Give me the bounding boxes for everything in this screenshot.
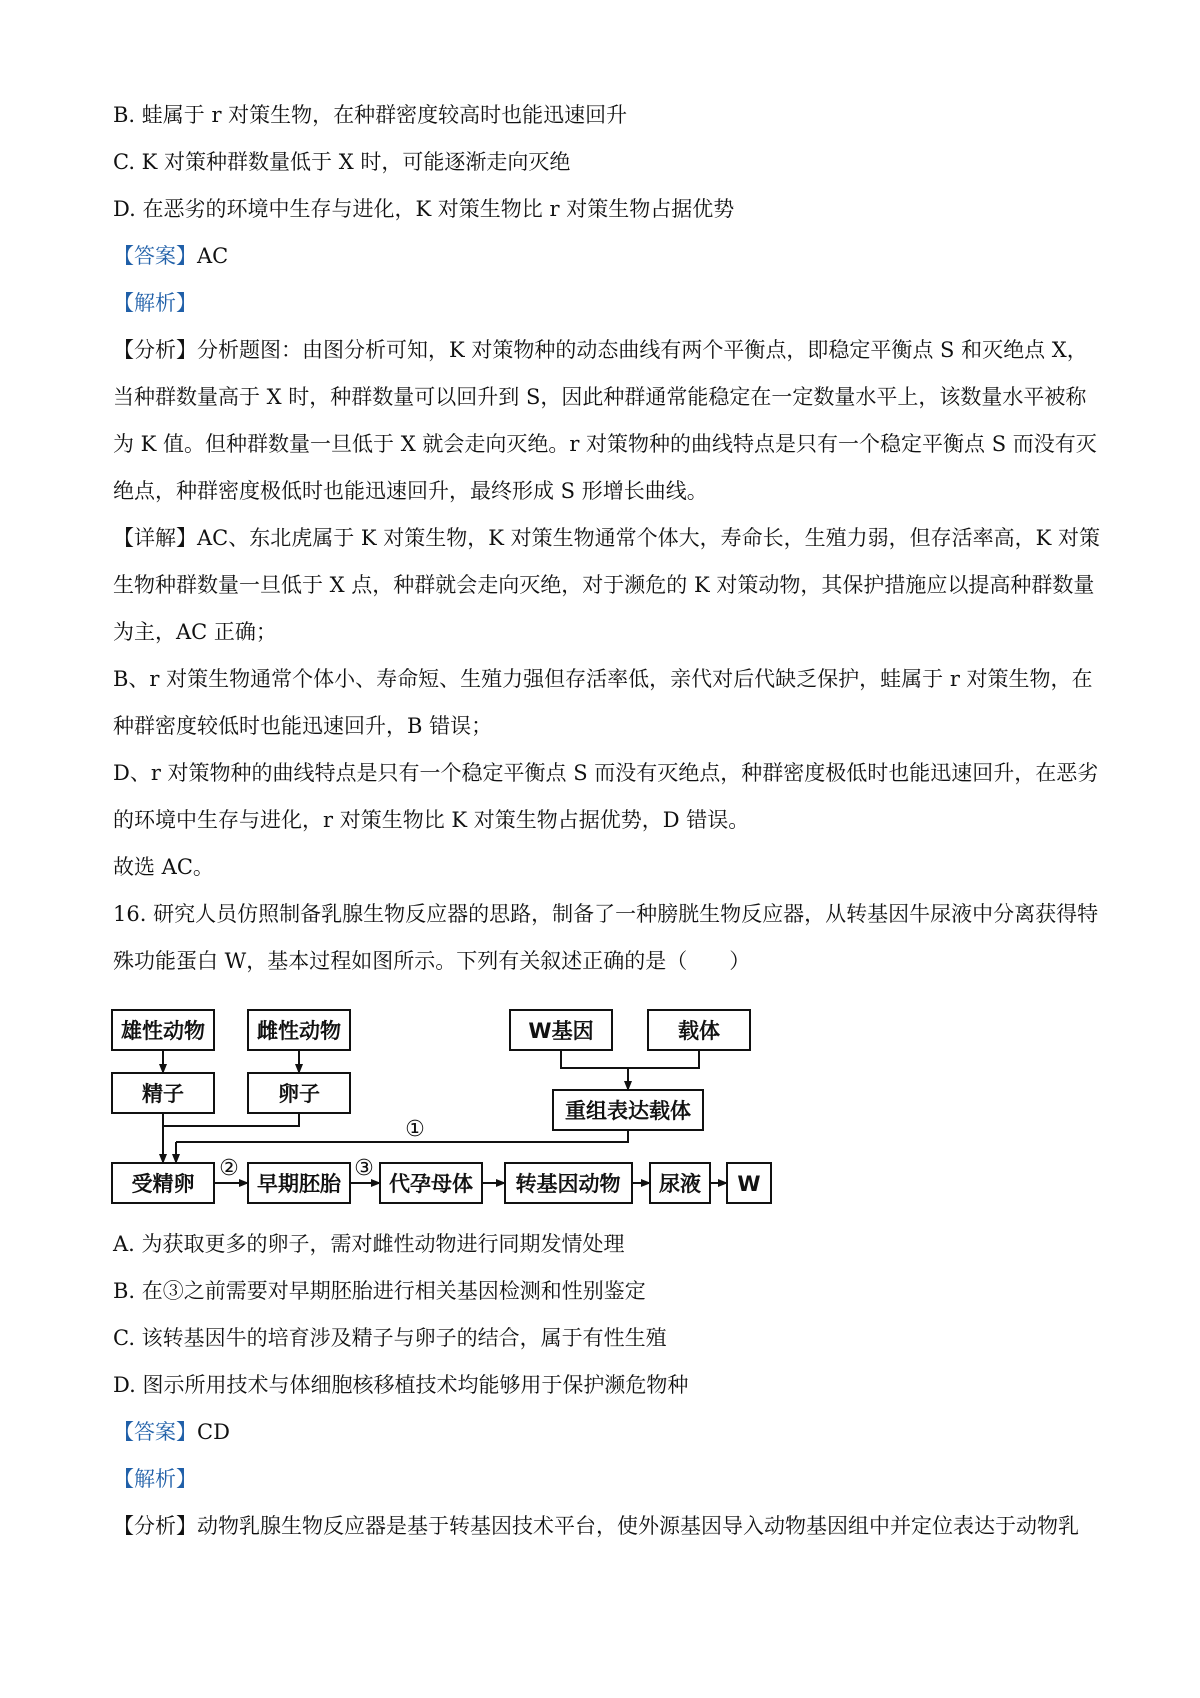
recombinant-vector-label: 重组表达载体	[565, 1099, 691, 1123]
step-2-label: ②	[219, 1156, 239, 1181]
q16-option-b: B. 在③之前需要对早期胚胎进行相关基因检测和性别鉴定	[113, 1279, 646, 1303]
option-c-prev: C. K 对策种群数量低于 X 时，可能逐渐走向灭绝	[113, 150, 571, 174]
q16-answer-line	[113, 1417, 230, 1447]
connector-vector-to-egg	[176, 1130, 628, 1142]
q16-stem-line-1: 16. 研究人员仿照制备乳腺生物反应器的思路，制备了一种膀胱生物反应器，从转基因牛尿液中分离获得特	[113, 902, 1099, 926]
early-embryo-label: 早期胚胎	[257, 1172, 341, 1196]
urine-label: 尿液	[659, 1172, 701, 1196]
detail-line-4: B、r 对策生物通常个体小、寿命短、生殖力强但存活率低，亲代对后代缺乏保护，蛙属于 r 对策生物，在	[113, 667, 1093, 691]
answer-label: 【答案】	[113, 244, 197, 268]
option-b-prev: B. 蛙属于 r 对策生物，在种群密度较高时也能迅速回升	[113, 103, 628, 127]
egg-label: 卵子	[278, 1082, 320, 1106]
connector-egg-down	[163, 1113, 299, 1126]
analysis-text-1: 分析题图：由图分析可知，K 对策物种的动态曲线有两个平衡点，即稳定平衡点 S 和灭绝点 X，	[197, 338, 1088, 362]
q16-option-c: C. 该转基因牛的培育涉及精子与卵子的结合，属于有性生殖	[113, 1326, 667, 1350]
q16-analysis-line	[113, 1511, 1079, 1541]
detail-line-7: 的环境中生存与进化，r 对策生物比 K 对策生物占据优势，D 错误。	[113, 808, 750, 832]
q16-option-a: A. 为获取更多的卵子，需对雌性动物进行同期发情处理	[113, 1232, 625, 1256]
male-animal-label: 雄性动物	[121, 1019, 205, 1043]
connector-w-gene	[561, 1050, 628, 1068]
connector-vector	[628, 1050, 699, 1068]
sperm-label: 精子	[142, 1082, 184, 1106]
analysis-line-4: 绝点，种群密度极低时也能迅速回升，最终形成 S 形增长曲线。	[113, 479, 708, 503]
fertilized-egg-label: 受精卵	[131, 1172, 195, 1196]
detail-line-2: 生物种群数量一旦低于 X 点，种群就会走向灭绝，对于濒危的 K 对策动物，其保护措施应以提高种群数量	[113, 573, 1095, 597]
q16-option-d: D. 图示所用技术与体细胞核移植技术均能够用于保护濒危物种	[113, 1373, 689, 1397]
detail-line-8: 故选 AC。	[113, 855, 214, 879]
answer-value: AC	[197, 244, 229, 268]
detail-line-3: 为主，AC 正确；	[113, 620, 277, 644]
analysis-label-prev: 【解析】	[113, 291, 197, 315]
q16-stem-line-2: 殊功能蛋白 W，基本过程如图所示。下列有关叙述正确的是（ ）	[113, 949, 751, 973]
q16-analysis-text: 动物乳腺生物反应器是基于转基因技术平台，使外源基因导入动物基因组中并定位表达于动物乳	[197, 1514, 1079, 1538]
detail-line-5: 种群密度较低时也能迅速回升，B 错误；	[113, 714, 493, 738]
w-product-label: W	[737, 1172, 761, 1196]
detail-line-6: D、r 对策物种的曲线特点是只有一个稳定平衡点 S 而没有灭绝点，种群密度极低时也能迅速回升，在恶劣	[113, 761, 1099, 785]
step-1-label: ①	[405, 1117, 425, 1142]
detail-tag: 【详解】	[113, 526, 197, 550]
analysis-line-3: 为 K 值。但种群数量一旦低于 X 就会走向灭绝。r 对策物种的曲线特点是只有一个稳定平衡点 S 而没有灭	[113, 432, 1097, 456]
q16-analysis-tag: 【分析】	[113, 1514, 197, 1538]
vector-label: 载体	[678, 1019, 720, 1043]
transgenic-animal-label: 转基因动物	[515, 1172, 621, 1196]
q16-analysis-label: 【解析】	[113, 1467, 197, 1491]
female-animal-label: 雌性动物	[257, 1019, 341, 1043]
detail-text-1: AC、东北虎属于 K 对策生物，K 对策生物通常个体大，寿命长，生殖力弱，但存活率高，K 对策	[197, 526, 1100, 550]
q16-answer-value: CD	[197, 1420, 230, 1444]
analysis-line-2: 当种群数量高于 X 时，种群数量可以回升到 S，因此种群通常能稳定在一定数量水平上，该数量水平被称	[113, 385, 1087, 409]
surrogate-mother-label: 代孕母体	[389, 1172, 473, 1196]
q16-answer-label: 【答案】	[113, 1420, 197, 1444]
analysis-tag: 【分析】	[113, 338, 197, 362]
w-gene-label: W基因	[528, 1019, 594, 1043]
option-d-prev: D. 在恶劣的环境中生存与进化，K 对策生物比 r 对策生物占据优势	[113, 197, 735, 221]
step-3-label: ③	[354, 1156, 374, 1181]
